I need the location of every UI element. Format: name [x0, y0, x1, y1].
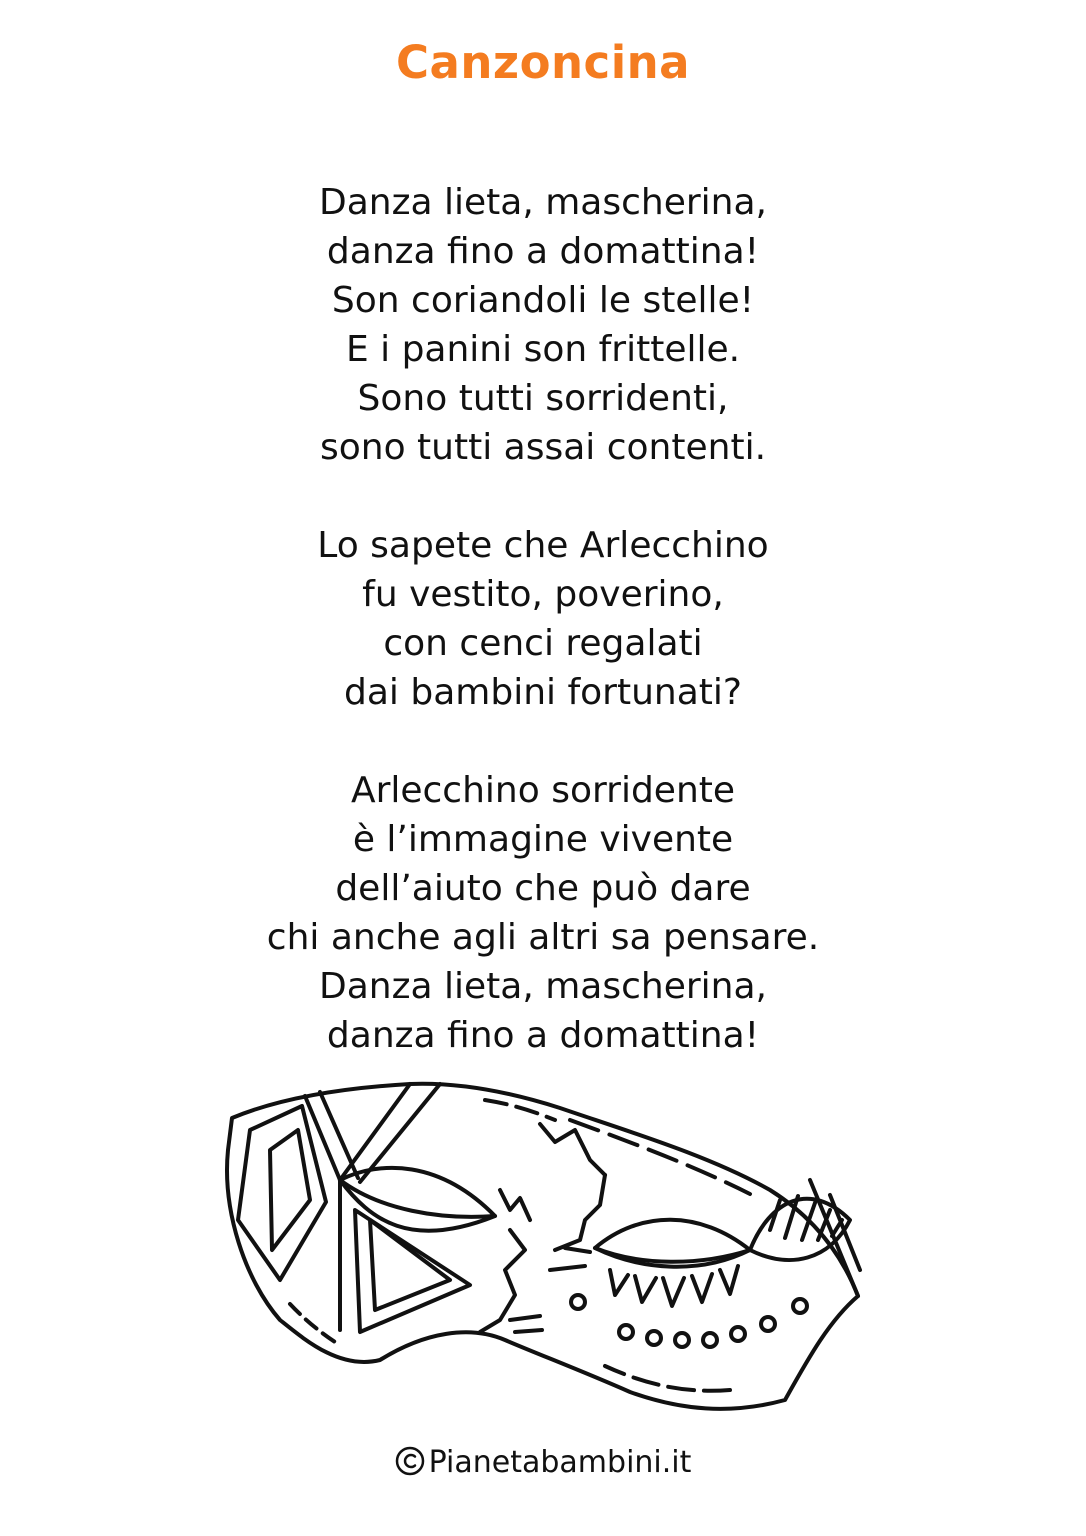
poem-line: dell’aiuto che può dare	[335, 868, 751, 909]
footer-site-name: Pianetabambini.it	[428, 1445, 692, 1480]
poem-line: chi anche agli altri sa pensare.	[266, 917, 820, 958]
poem-line: danza fino a domattina!	[326, 231, 760, 272]
poem-line: E i panini son frittelle.	[345, 329, 741, 370]
page-title: Canzoncina	[395, 36, 691, 89]
poem-line: Sono tutti sorridenti,	[357, 378, 729, 419]
poem-line: Danza lieta, mascherina,	[319, 182, 767, 223]
copyright-icon	[395, 1446, 425, 1476]
poem-line: sono tutti assai contenti.	[319, 427, 767, 468]
footer	[0, 1445, 1086, 1480]
poem-line: danza fino a domattina!	[326, 1015, 760, 1056]
stanza-2	[0, 521, 1086, 717]
stanza-3	[0, 766, 1086, 1060]
poem	[0, 178, 1086, 1060]
poem-line: Lo sapete che Arlecchino	[317, 525, 769, 566]
poem-line: con cenci regalati	[383, 623, 703, 664]
poem-line: Danza lieta, mascherina,	[319, 966, 767, 1007]
poem-line: fu vestito, poverino,	[362, 574, 724, 615]
carnival-mask-icon	[210, 1070, 880, 1430]
poem-line: Arlecchino sorridente	[350, 770, 736, 811]
stanza-1	[0, 178, 1086, 472]
poem-line: è l’immagine vivente	[352, 819, 734, 860]
poem-line: Son coriandoli le stelle!	[331, 280, 755, 321]
poem-line: dai bambini fortunati?	[344, 672, 742, 713]
